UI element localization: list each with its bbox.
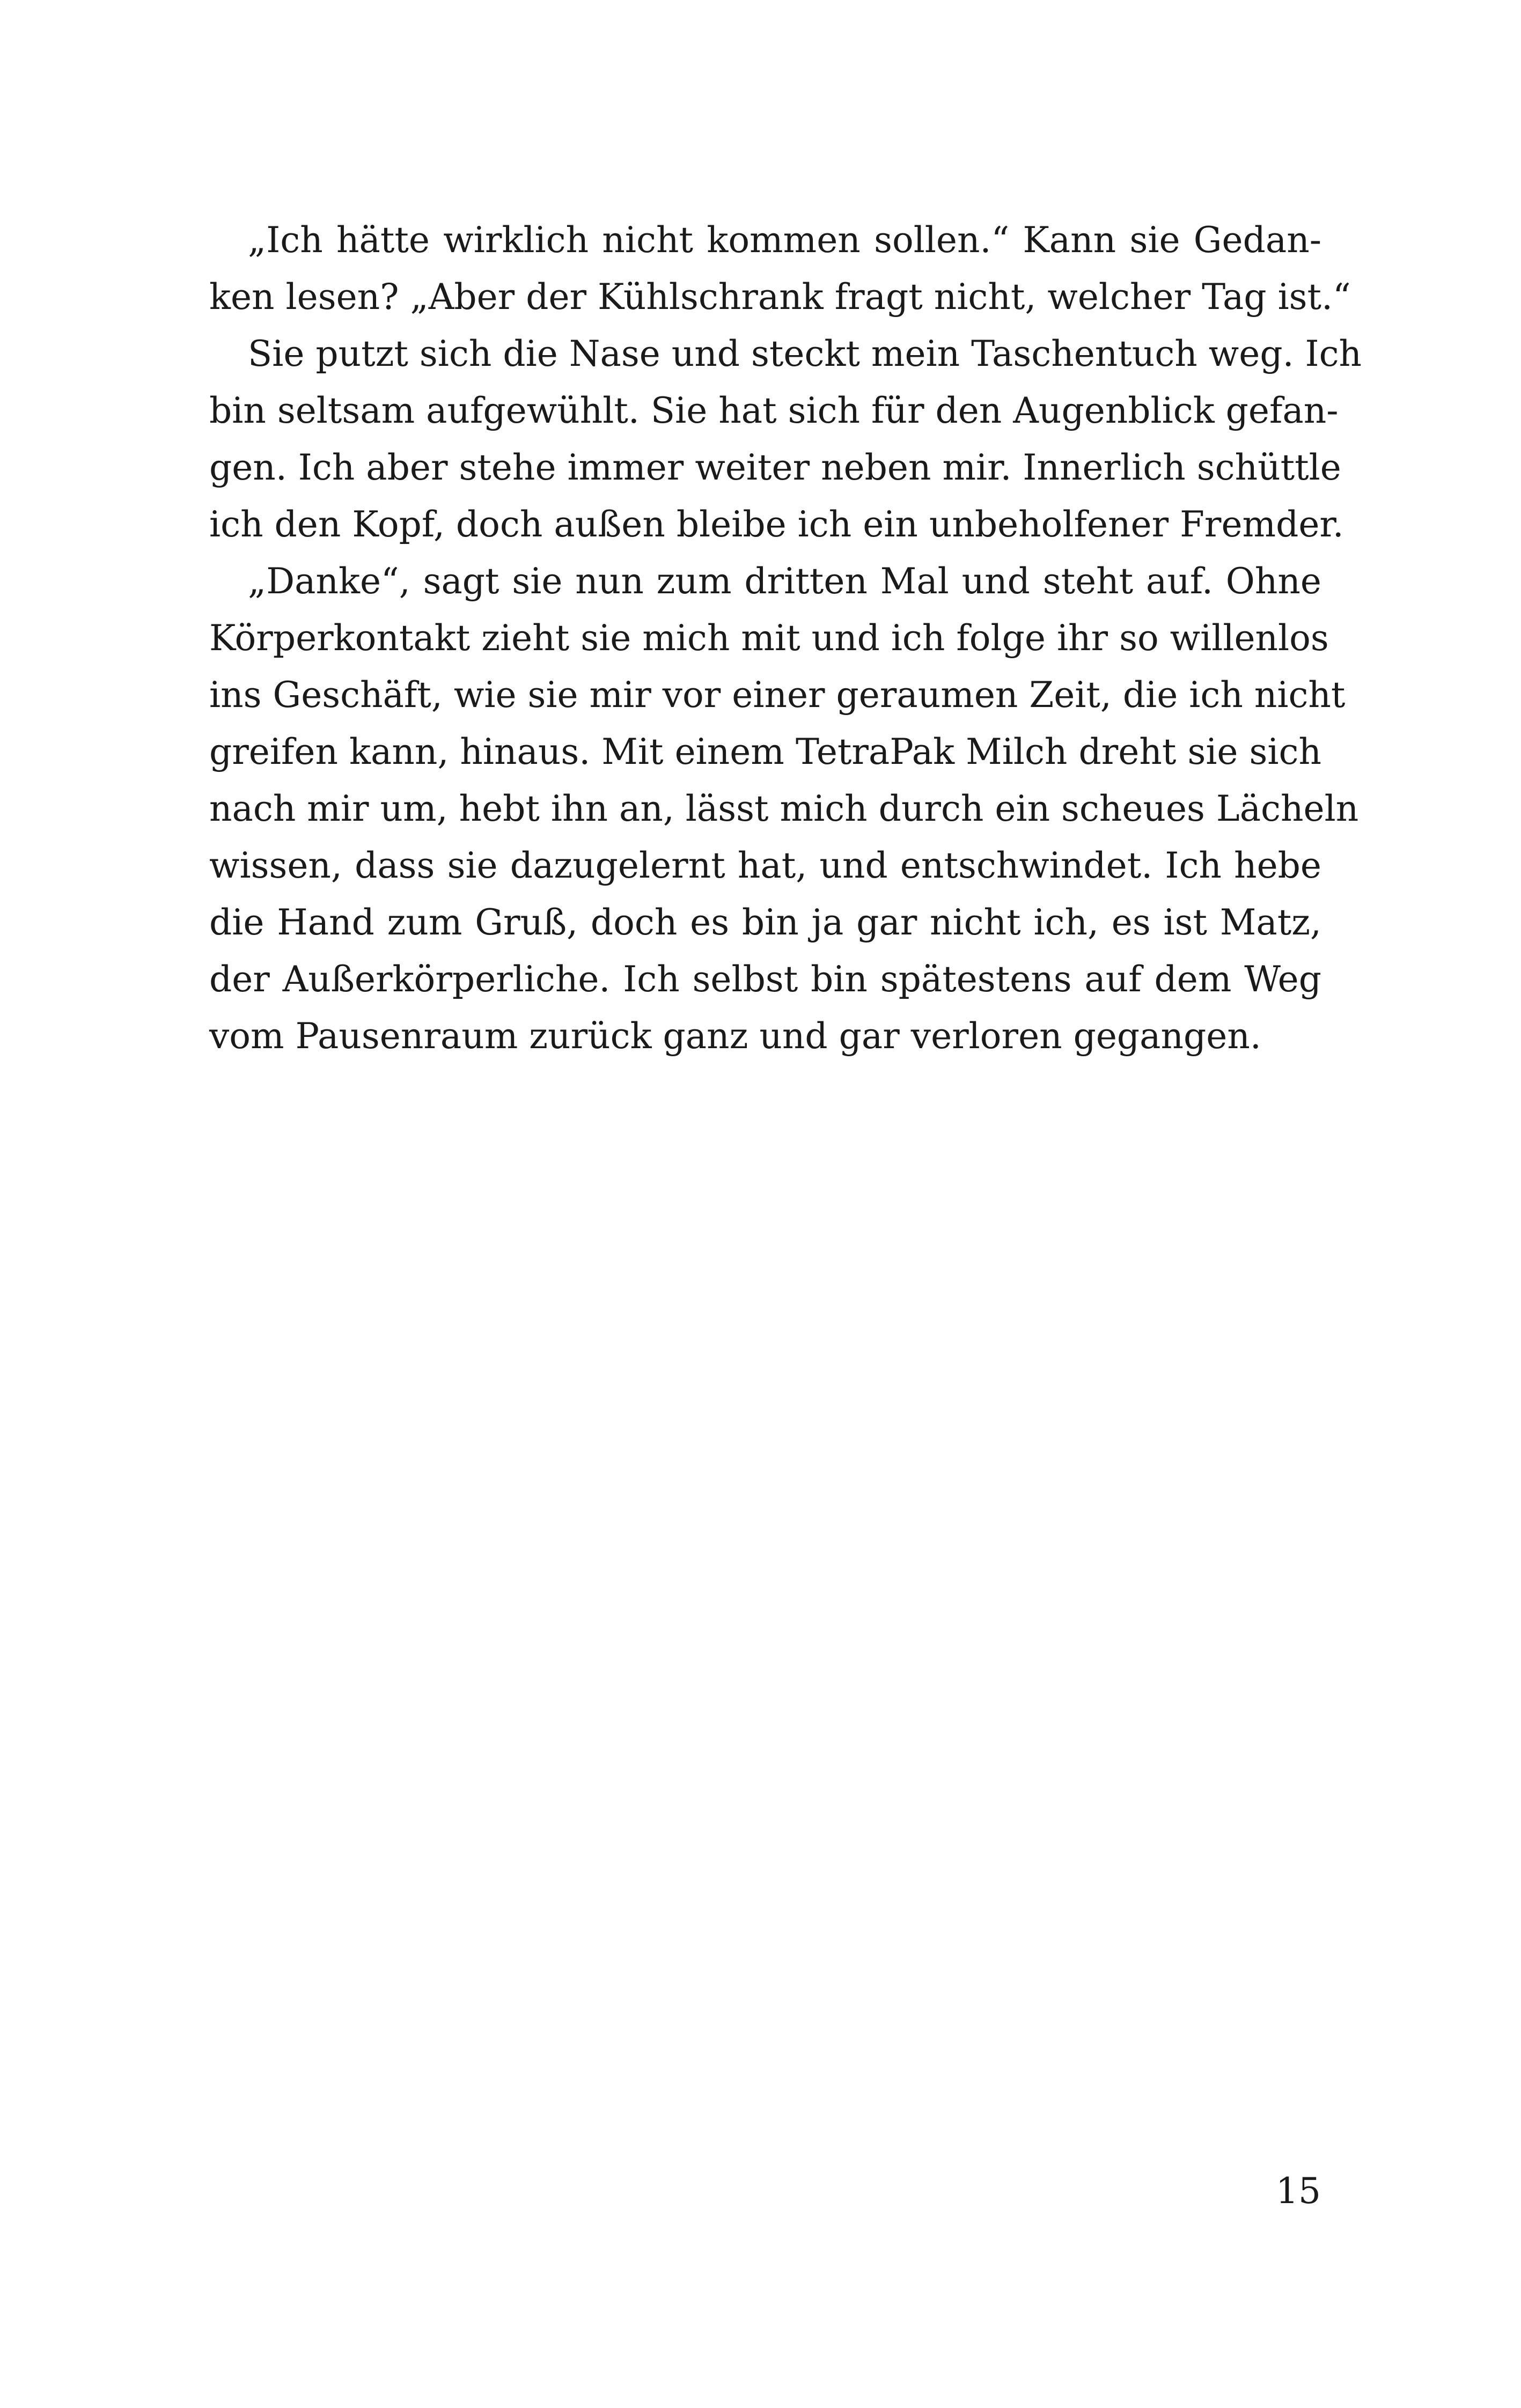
text-line: vom Pausenraum zurück ganz und gar verloren gegangen.: [209, 1015, 1261, 1057]
text-line: Sie putzt sich die Nase und steckt mein Taschentuch weg. Ich: [248, 333, 1362, 374]
text-line: Körperkontakt zieht sie mich mit und ich folge ihr so willenlos: [209, 617, 1329, 659]
text-line: ken lesen? „Aber der Kühlschrank fragt nicht, welcher Tag ist.“: [209, 276, 1351, 318]
text-line: wissen, dass sie dazugelernt hat, und entschwindet. Ich hebe: [209, 845, 1321, 886]
text-line: „Danke“, sagt sie nun zum dritten Mal und steht auf. Ohne: [248, 561, 1321, 602]
page-number: 15: [1276, 2170, 1321, 2212]
text-line: der Außerkörperliche. Ich selbst bin spätestens auf dem Weg: [209, 959, 1321, 1000]
text-line: nach mir um, hebt ihn an, lässt mich durch ein scheues Lächeln: [209, 788, 1359, 829]
text-line: greifen kann, hinaus. Mit einem TetraPak Milch dreht sie sich: [209, 731, 1321, 772]
text-line: die Hand zum Gruß, doch es bin ja gar nicht ich, es ist Matz,: [209, 902, 1321, 943]
text-line: gen. Ich aber stehe immer weiter neben mir. Innerlich schüttle: [209, 447, 1341, 488]
body-text: [209, 212, 1362, 1065]
text-line: bin seltsam aufgewühlt. Sie hat sich für den Augenblick gefan-: [209, 390, 1339, 431]
text-line: ich den Kopf, doch außen bleibe ich ein unbeholfener Fremder.: [209, 504, 1344, 545]
text-line: ins Geschäft, wie sie mir vor einer geraumen Zeit, die ich nicht: [209, 674, 1346, 716]
text-line: „Ich hätte wirklich nicht kommen sollen.“ Kann sie Gedan-: [248, 219, 1321, 261]
